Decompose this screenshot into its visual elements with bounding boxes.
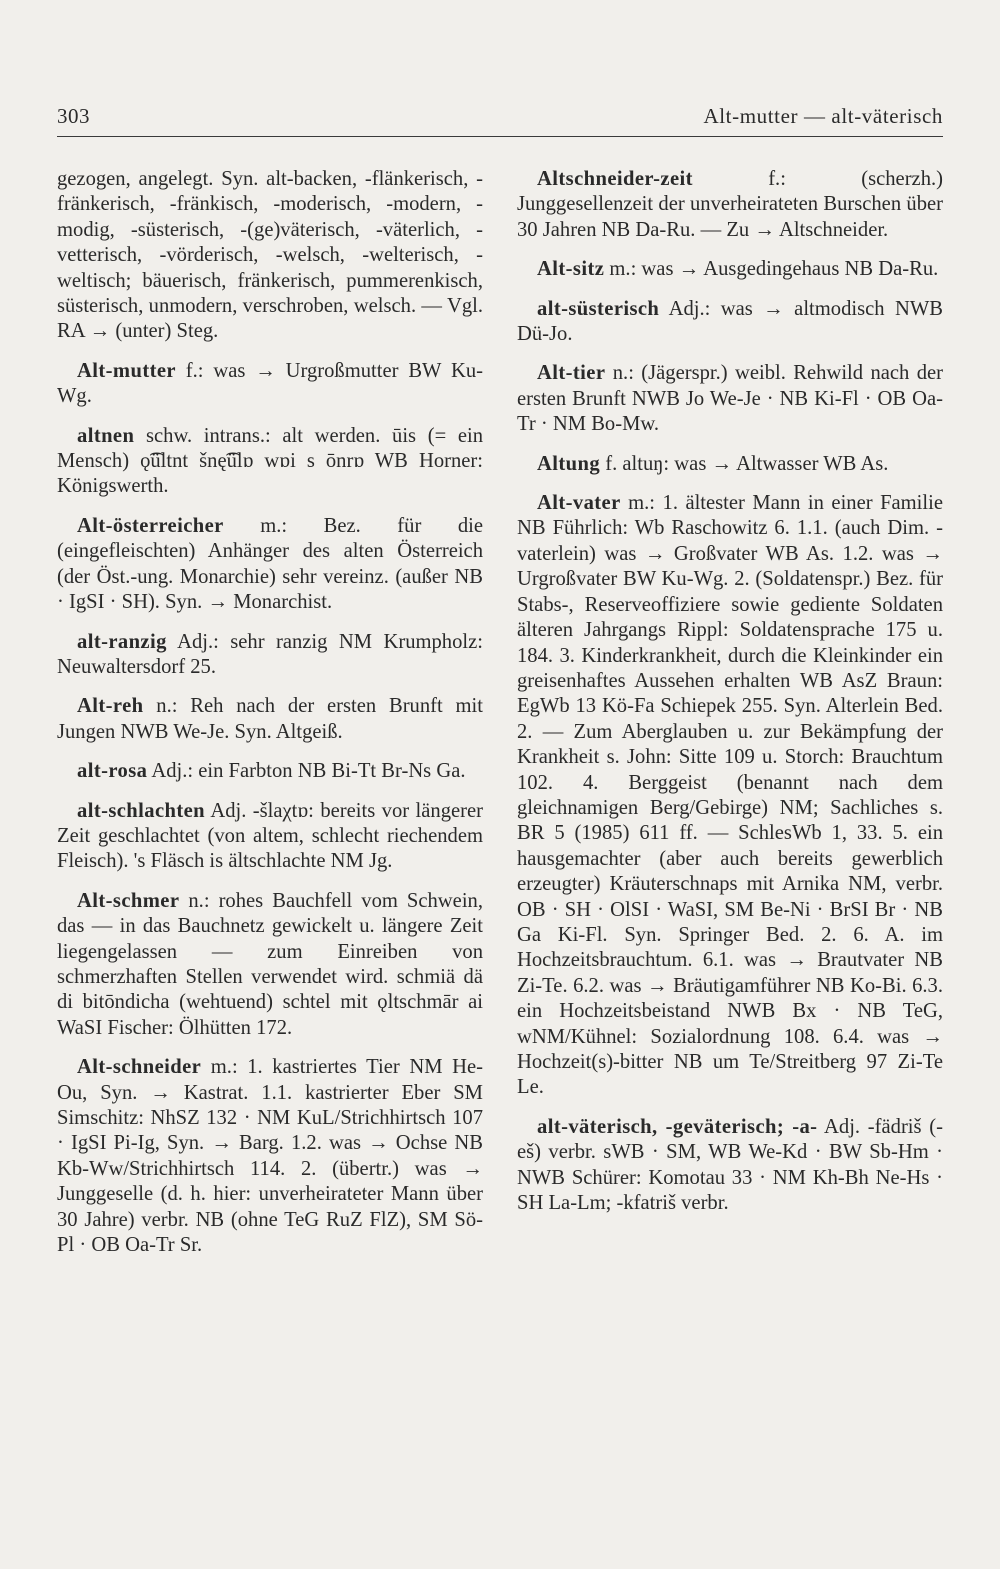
entry-headword: Alt-vater <box>537 492 621 515</box>
entry-headword: Alt-schneider <box>77 1056 202 1079</box>
page-number: 303 <box>57 104 90 128</box>
entry-body: n.: (Jägerspr.) weibl. Rehwild nach der ersten Brunft NWB Jo We-Je · NB Ki-Fl · OB Oa-Tr · NM Bo-Mw. <box>517 362 943 436</box>
entry-headword: alt-ranzig <box>77 630 167 653</box>
right-column <box>517 167 943 1230</box>
entry-headword: alt-süsterisch <box>537 297 660 320</box>
dictionary-entry <box>57 424 483 500</box>
dictionary-entry <box>57 799 483 875</box>
dictionary-entry <box>57 359 483 410</box>
dictionary-entry <box>57 630 483 681</box>
entry-headword: Altung <box>537 452 601 475</box>
entry-headword: alt-schlachten <box>77 799 206 822</box>
entry-body: schw. intrans.: alt werden. ūis (= ein Mensch) ǫ͡ültnt šnę͡ülɒ wɒi s ōnrɒ WB Horner: Königswerth. <box>57 424 483 498</box>
entry-body: Adj.: was → altmodisch NWB Dü-Jo. <box>517 297 943 346</box>
dictionary-entry <box>517 1115 943 1217</box>
dictionary-entry <box>517 491 943 1101</box>
entry-body: m.: 1. kastriertes Tier NM He-Ou, Syn. → Kastrat. 1.1. kastrierter Eber SM Simschitz: NhSZ 132 · NM KuL/Strichhirtsch 107 · IgSI Pi-Ig, Syn. → Barg. 1.2. was → Ochse NB Kb-Ww/Strichhirtsch 114. 2. (übertr.) was → Junggeselle (d. h. hier: unverheirateter Mann über 30 Jahre) verbr. NB (ohne TeG RuZ FlZ), SM Sö-Pl · OB Oa-Tr Sr. <box>57 1056 483 1257</box>
dictionary-entry <box>517 452 943 477</box>
entry-headword: Alt-sitz <box>537 258 605 281</box>
entry-body: m.: Bez. für die (eingefleischten) Anhänger des alten Österreich (der Öst.-ung. Monarchie) sehr vereinz. (außer NB · IgSI · SH). Syn. → Monarchist. <box>57 514 483 614</box>
entry-headword: alt-rosa <box>77 760 148 783</box>
entry-body: f.: (scherzh.) Junggesellenzeit der unverheirateten Burschen über 30 Jahren NB Da-Ru. — Zu → Altschneider. <box>517 168 943 241</box>
entry-body: Adj. -fädriš (-eš) verbr. sWB · SM, WB We-Kd · BW Sb-Hm · NWB Schürer: Komotau 33 · NM Kh-Bh Ne-Hs · SH La-Lm; -kfatriš verbr. <box>517 1115 943 1215</box>
entry-body: m.: was → Ausgedingehaus NB Da-Ru. <box>604 258 939 281</box>
dictionary-entry <box>517 297 943 348</box>
entry-body: f.: was → Urgroßmutter BW Ku-Wg. <box>57 359 483 408</box>
dictionary-entry <box>517 361 943 437</box>
entry-body: Adj.: sehr ranzig NM Krumpholz: Neuwaltersdorf 25. <box>57 630 483 678</box>
entry-headword: Alt-schmer <box>77 889 180 912</box>
entry-headword: Alt-tier <box>537 362 606 385</box>
entry-headword: altnen <box>77 424 135 447</box>
page-header <box>57 100 943 137</box>
dictionary-entry <box>517 257 943 282</box>
dictionary-entry <box>57 889 483 1041</box>
entry-headword: Altschneider-zeit <box>537 168 693 190</box>
entry-headword: Alt-mutter <box>77 359 176 382</box>
entry-headword: Alt-reh <box>77 695 144 718</box>
entry-body: f. altuŋ: was → Altwasser WB As. <box>600 452 889 475</box>
dictionary-entry <box>57 694 483 745</box>
entry-body: Adj.: ein Farbton NB Bi-Tt Br-Ns Ga. <box>147 760 466 783</box>
entry-body: Adj. -šlaχtɒ: bereits vor längerer Zeit geschlachtet (von altem, schlecht riechendem Fleisch). 's Fläsch is ältschlachte NM Jg. <box>57 799 483 873</box>
entry-continuation: gezogen, angelegt. Syn. alt-backen, -flänkerisch, -fränkerisch, -fränkisch, -moderisch, -modern, -modig, -süsterisch, -(ge)väterisch, -väterlich, -vetterisch, -vörderisch, -welsch, -welterisch, -weltisch; bäuerisch, fränkerisch, pummerenkisch, süsterisch, unmodern, verschroben, welsch. — Vgl. RA → (unter) Steg. <box>57 168 483 343</box>
entry-body: m.: 1. ältester Mann in einer Familie NB Führlich: Wb Raschowitz 6. 1.1. (auch Dim. -vaterlein) was → Großvater WB As. 1.2. was → Urgroßvater BW Ku-Wg. 2. (Soldatenspr.) Bez. für Stabs-, Reserveoffiziere sowie gediente Soldaten älteren Jahrgangs Rippl: Soldatensprache 175 u. 184. 3. Kinderkrankheit, durch die Kleinkinder ein greisenhaftes Aussehen erhalten WB AsZ Braun: EgWb 13 Kö-Fa Schiepek 255. Syn. Alterlein Bed. 2. — Zum Aberglauben u. zur Bekämpfung der Krankheit s. John: Sitte 109 u. Storch: Brauchtum 102. 4. Berggeist (benannt nach dem gleichnamigen Berg/Gebirge) NM; Sachliches s. BR 5 (1985) 611 ff. — SchlesWb 1, 33. 5. ein hausgemachter (aber auch bereits gewerblich erzeugter) Kräuterschnaps mit Arnika NM, verbr. OB · SH · OlSI · WaSI, SM Be-Ni · BrSI Br · NB Ga Ki-Fl. Syn. Springer Bed. 2. 6. A. im Hochzeitsbrauchtum. 6.1. was → Brautvater NB Zi-Te. 6.2. was → Bräutigamführer NB Ko-Bi. 6.3. ein Hochzeitsbeistand NWB Bx · NB TeG, wNM/Kühnel: Sozialordnung 108. 6.4. was → Hochzeit(s)-bitter NB um Te/Streitberg 97 Zi-Te Le. <box>517 492 943 1099</box>
entry-body: n.: Reh nach der ersten Brunft mit Jungen NWB We-Je. Syn. Altgeiß. <box>57 695 483 743</box>
dictionary-entry <box>57 514 483 616</box>
entry-headword: Alt-österreicher <box>77 514 224 537</box>
running-title: Alt-mutter — alt-väterisch <box>703 104 943 128</box>
left-column <box>57 167 483 1272</box>
entry-body: n.: rohes Bauchfell vom Schwein, das — in das Bauchnetz gewickelt u. längere Zeit liegengelassen — zum Einreiben von schmerzhaften Stellen verwendet wird. schmiä dä di bitōndicha (wehtuend) schtel mit ǫltschmār ai WaSI Fischer: Ölhütten 172. <box>57 889 483 1039</box>
dictionary-entry <box>57 1055 483 1258</box>
dictionary-entry <box>57 759 483 784</box>
entry-headword: alt-väterisch, -geväterisch; -a- <box>537 1115 818 1138</box>
dictionary-entry <box>517 167 943 243</box>
